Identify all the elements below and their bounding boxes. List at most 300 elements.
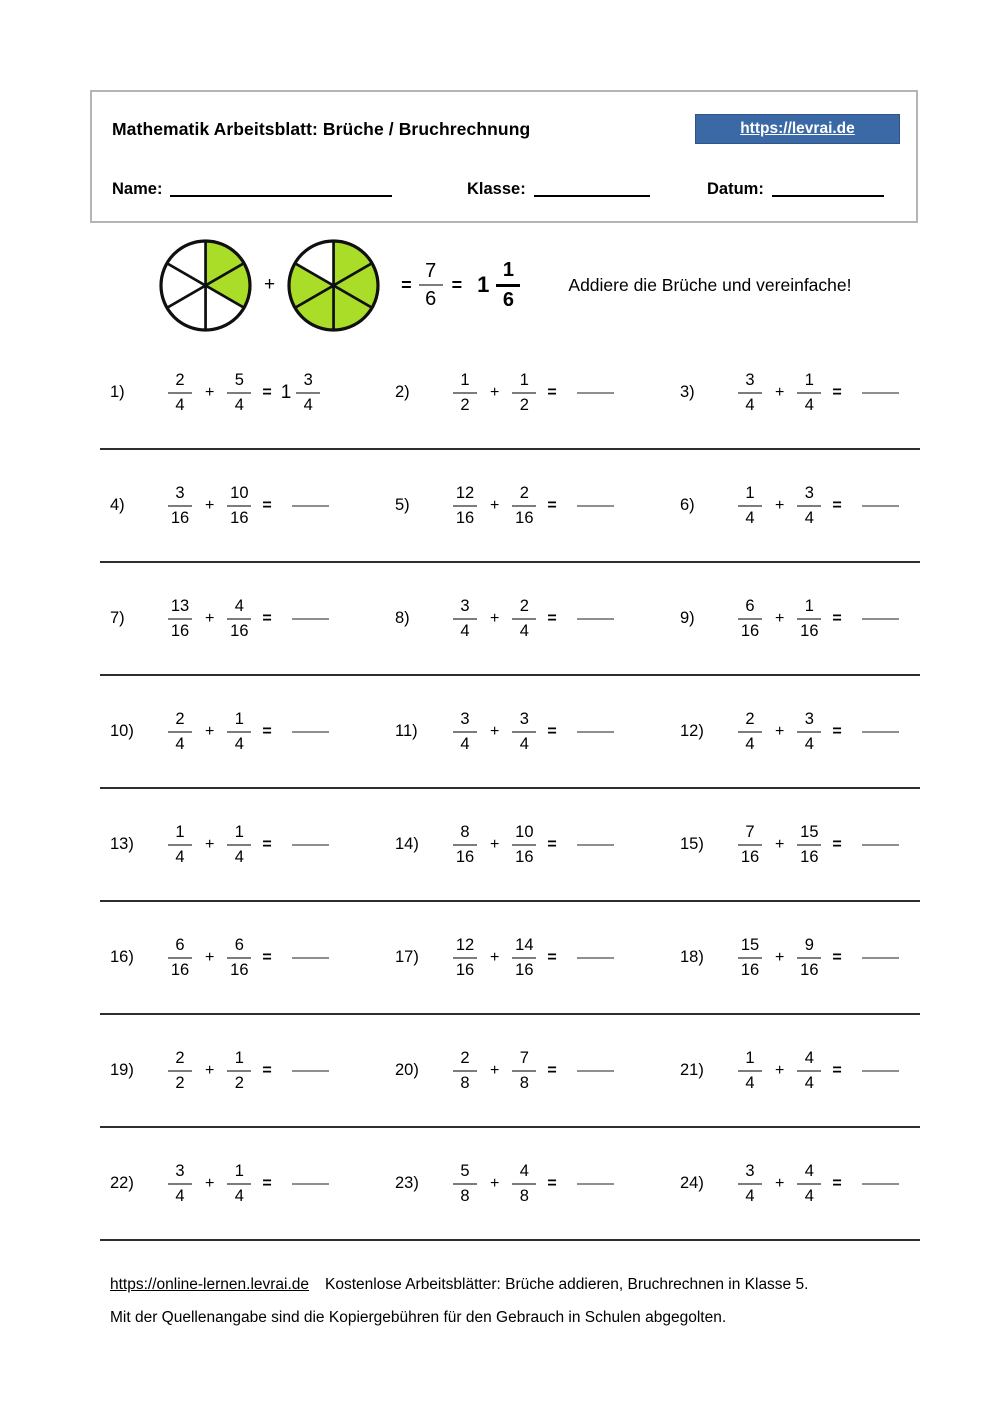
fraction-denominator: 4 bbox=[804, 1073, 814, 1092]
fraction-numerator: 10 bbox=[515, 823, 534, 842]
fraction bbox=[227, 936, 251, 979]
answer-blank-line bbox=[292, 1070, 329, 1072]
equals-sign: = bbox=[832, 1174, 842, 1192]
fraction bbox=[453, 597, 477, 640]
fraction bbox=[738, 484, 762, 527]
fraction bbox=[453, 1162, 477, 1205]
plus-operator: + bbox=[775, 835, 785, 853]
problem-row bbox=[100, 1015, 920, 1128]
fraction-denominator: 16 bbox=[455, 960, 475, 979]
datum-input-line bbox=[772, 195, 884, 197]
instruction-text: Addiere die Brüche und vereinfache! bbox=[568, 274, 852, 295]
fraction-bar bbox=[168, 618, 192, 620]
equals-sign: = bbox=[401, 274, 412, 295]
fraction bbox=[797, 597, 821, 640]
fraction-denominator: 16 bbox=[800, 847, 819, 866]
problem bbox=[385, 710, 670, 753]
fraction-numerator: 1 bbox=[234, 823, 244, 842]
fraction bbox=[738, 936, 762, 979]
plus-operator: + bbox=[775, 609, 785, 627]
equals-sign: = bbox=[547, 1174, 557, 1192]
fraction-denominator: 16 bbox=[170, 621, 190, 640]
fraction-bar bbox=[738, 392, 762, 394]
fraction bbox=[797, 484, 821, 527]
fraction-bar bbox=[797, 1070, 821, 1072]
equals-sign: = bbox=[547, 609, 557, 627]
problem bbox=[670, 823, 920, 866]
fraction-numerator: 1 bbox=[745, 1049, 755, 1068]
fraction bbox=[797, 936, 821, 979]
fraction bbox=[453, 371, 477, 414]
answer-blank-line bbox=[292, 844, 329, 846]
fraction bbox=[453, 484, 477, 527]
answer-blank-line bbox=[577, 618, 614, 620]
fraction bbox=[453, 710, 477, 753]
answer-blank-line bbox=[862, 392, 899, 394]
fraction bbox=[797, 371, 821, 414]
equals-sign: = bbox=[832, 835, 842, 853]
fraction bbox=[512, 823, 536, 866]
problem-number: 3) bbox=[680, 383, 695, 401]
equals-sign: = bbox=[547, 383, 557, 401]
datum-label: Datum: bbox=[707, 180, 764, 198]
example-answer-fraction: $\frac{1}{6}$ bbox=[496, 259, 520, 311]
fraction-numerator: 1 bbox=[519, 371, 529, 390]
problem-row bbox=[100, 1128, 920, 1241]
fraction-denominator: 4 bbox=[175, 395, 185, 414]
fraction-denominator: 16 bbox=[455, 508, 475, 527]
problem bbox=[100, 1162, 385, 1205]
fraction-denominator: 16 bbox=[515, 508, 534, 527]
equals-sign: = bbox=[262, 1061, 272, 1079]
fraction-denominator: 16 bbox=[170, 960, 190, 979]
fraction bbox=[797, 1162, 821, 1205]
problem bbox=[385, 371, 670, 414]
fraction bbox=[512, 371, 536, 414]
plus-operator: + bbox=[205, 609, 215, 627]
fraction-numerator: 15 bbox=[740, 936, 760, 955]
fraction-bar bbox=[227, 731, 251, 733]
fraction-bar bbox=[227, 957, 251, 959]
fraction-denominator: 16 bbox=[515, 847, 534, 866]
fraction-denominator: 4 bbox=[234, 395, 244, 414]
fraction-numerator: 1 bbox=[745, 484, 755, 503]
problem bbox=[385, 597, 670, 640]
problem-row bbox=[100, 789, 920, 902]
fraction bbox=[168, 1049, 192, 1092]
fraction-numerator: 4 bbox=[519, 1162, 529, 1181]
answer-blank-line bbox=[577, 844, 614, 846]
fraction-bar bbox=[512, 844, 536, 846]
problem-number: 5) bbox=[395, 496, 410, 514]
fraction-bar bbox=[168, 392, 192, 394]
fraction-numerator: 12 bbox=[455, 936, 475, 955]
example-section bbox=[100, 233, 852, 337]
fraction-bar bbox=[453, 1070, 477, 1072]
fraction-numerator: 1 bbox=[804, 371, 814, 390]
fraction-numerator: 5 bbox=[460, 1162, 470, 1181]
fraction-denominator: 4 bbox=[234, 734, 244, 753]
fraction-bar bbox=[227, 844, 251, 846]
fraction-numerator: 3 bbox=[460, 597, 470, 616]
fraction-denominator: 16 bbox=[515, 960, 534, 979]
fraction-denominator: 16 bbox=[740, 960, 760, 979]
fraction-denominator: 2 bbox=[175, 1073, 185, 1092]
plus-operator: + bbox=[775, 383, 785, 401]
plus-operator: + bbox=[490, 722, 500, 740]
fraction-bar bbox=[227, 1183, 251, 1185]
plus-operator: + bbox=[490, 609, 500, 627]
problem-row bbox=[100, 676, 920, 789]
fraction-denominator: 4 bbox=[234, 1186, 244, 1205]
plus-operator: + bbox=[775, 1174, 785, 1192]
problem-number: 21) bbox=[680, 1061, 704, 1079]
problem bbox=[670, 710, 920, 753]
fraction-bar bbox=[797, 844, 821, 846]
fraction bbox=[738, 710, 762, 753]
problem-row bbox=[100, 337, 920, 450]
name-input-line bbox=[170, 195, 392, 197]
fraction-numerator: 3 bbox=[745, 1162, 755, 1181]
problem bbox=[670, 936, 920, 979]
fraction-numerator: 6 bbox=[234, 936, 244, 955]
fraction-denominator: 4 bbox=[175, 1186, 185, 1205]
problem bbox=[100, 823, 385, 866]
equals-sign: = bbox=[547, 835, 557, 853]
example-fraction: $\frac{7}{6}$ bbox=[419, 260, 443, 311]
problem-number: 20) bbox=[395, 1061, 419, 1079]
fraction-bar bbox=[168, 957, 192, 959]
plus-operator: + bbox=[205, 1061, 215, 1079]
fraction bbox=[512, 936, 536, 979]
fraction-numerator: 8 bbox=[460, 823, 470, 842]
problem-number: 6) bbox=[680, 496, 695, 514]
problem bbox=[385, 936, 670, 979]
problem-number: 15) bbox=[680, 835, 704, 853]
equals-sign: = bbox=[547, 948, 557, 966]
equals-sign: = bbox=[832, 1061, 842, 1079]
problem-number: 7) bbox=[110, 609, 125, 627]
plus-icon: + bbox=[264, 274, 276, 295]
fraction-bar bbox=[453, 618, 477, 620]
problem-number: 2) bbox=[395, 383, 410, 401]
fraction-denominator: 16 bbox=[800, 621, 819, 640]
fraction-denominator: 4 bbox=[804, 734, 814, 753]
fraction-bar bbox=[738, 1183, 762, 1185]
plus-operator: + bbox=[775, 722, 785, 740]
fraction-numerator: 1 bbox=[234, 710, 244, 729]
answer-blank-line bbox=[862, 957, 899, 959]
fraction bbox=[168, 1162, 192, 1205]
fraction bbox=[738, 597, 762, 640]
problem-number: 9) bbox=[680, 609, 695, 627]
answer-blank-line bbox=[577, 957, 614, 959]
fraction-denominator: 4 bbox=[745, 1073, 755, 1092]
fraction bbox=[512, 597, 536, 640]
fraction-numerator: 4 bbox=[804, 1162, 814, 1181]
equals-sign: = bbox=[262, 722, 272, 740]
problem bbox=[100, 597, 385, 640]
fraction-denominator: 4 bbox=[804, 508, 814, 527]
problem-number: 18) bbox=[680, 948, 704, 966]
problem bbox=[385, 823, 670, 866]
fraction-denominator: 4 bbox=[804, 395, 814, 414]
fraction-denominator: 4 bbox=[519, 734, 529, 753]
fraction-denominator: 16 bbox=[230, 621, 249, 640]
plus-operator: + bbox=[205, 383, 215, 401]
equals-sign: = bbox=[547, 1061, 557, 1079]
problem-row bbox=[100, 902, 920, 1015]
answer-blank-line bbox=[862, 731, 899, 733]
fraction-denominator: 4 bbox=[745, 508, 755, 527]
fraction-bar bbox=[168, 1070, 192, 1072]
plus-operator: + bbox=[205, 722, 215, 740]
fraction-numerator: 3 bbox=[303, 371, 313, 390]
fraction-numerator: 3 bbox=[175, 1162, 185, 1181]
equals-sign: = bbox=[547, 722, 557, 740]
fraction bbox=[227, 484, 251, 527]
fraction bbox=[738, 1049, 762, 1092]
answer-blank-line bbox=[292, 957, 329, 959]
equals-sign: = bbox=[262, 1174, 272, 1192]
fraction-numerator: 7 bbox=[519, 1049, 529, 1068]
equals-sign: = bbox=[832, 383, 842, 401]
equals-sign: = bbox=[832, 609, 842, 627]
fraction-numerator: 2 bbox=[519, 597, 529, 616]
problem-number: 8) bbox=[395, 609, 410, 627]
fraction-numerator: 3 bbox=[804, 484, 814, 503]
fraction-bar bbox=[797, 1183, 821, 1185]
plus-operator: + bbox=[490, 1061, 500, 1079]
fraction bbox=[168, 371, 192, 414]
fraction-bar bbox=[738, 957, 762, 959]
fraction-numerator: 2 bbox=[175, 1049, 185, 1068]
fraction-numerator: 2 bbox=[745, 710, 755, 729]
fraction-bar bbox=[512, 392, 536, 394]
problem-number: 13) bbox=[110, 835, 134, 853]
fraction-numerator: 2 bbox=[519, 484, 529, 503]
fraction bbox=[738, 823, 762, 866]
header-box bbox=[90, 90, 918, 223]
equals-sign: = bbox=[451, 274, 463, 295]
fraction bbox=[168, 484, 192, 527]
fraction bbox=[227, 1049, 251, 1092]
footer-link[interactable]: https://online-lernen.levrai.de bbox=[110, 1276, 310, 1293]
problem bbox=[670, 1162, 920, 1205]
fraction-numerator: 6 bbox=[745, 597, 755, 616]
equals-sign: = bbox=[262, 835, 272, 853]
problem-number: 10) bbox=[110, 722, 134, 740]
fraction-numerator: 4 bbox=[234, 597, 244, 616]
problem-row bbox=[100, 450, 920, 563]
example-answer-whole: 1 bbox=[477, 272, 490, 297]
fraction-numerator: 1 bbox=[175, 823, 185, 842]
fraction bbox=[453, 936, 477, 979]
fraction bbox=[168, 823, 192, 866]
fraction-bar bbox=[168, 844, 192, 846]
answer-blank-line bbox=[862, 844, 899, 846]
fraction-bar bbox=[512, 731, 536, 733]
equals-sign: = bbox=[262, 948, 272, 966]
plus-operator: + bbox=[490, 383, 500, 401]
problem-number: 16) bbox=[110, 948, 134, 966]
fraction-numerator: 2 bbox=[175, 371, 185, 390]
fraction bbox=[512, 710, 536, 753]
problems-grid bbox=[100, 337, 920, 1241]
answer-blank-line bbox=[577, 505, 614, 507]
fraction-numerator: 3 bbox=[519, 710, 529, 729]
problem bbox=[100, 710, 385, 753]
problem bbox=[385, 1049, 670, 1092]
fraction-denominator: 4 bbox=[804, 1186, 814, 1205]
equals-sign: = bbox=[262, 496, 272, 514]
plus-operator: + bbox=[205, 496, 215, 514]
plus-operator: + bbox=[775, 948, 785, 966]
worksheet-title: Mathematik Arbeitsblatt: Brüche / Bruchrechnung bbox=[112, 118, 531, 139]
equals-sign: = bbox=[832, 722, 842, 740]
fraction-bar bbox=[512, 505, 536, 507]
equals-sign: = bbox=[547, 496, 557, 514]
fraction-denominator: 8 bbox=[519, 1186, 529, 1205]
fraction bbox=[797, 823, 821, 866]
fraction bbox=[227, 1162, 251, 1205]
plus-operator: + bbox=[490, 948, 500, 966]
fraction-denominator: 8 bbox=[460, 1073, 470, 1092]
fraction-numerator: 14 bbox=[515, 936, 534, 955]
plus-operator: + bbox=[775, 1061, 785, 1079]
fraction bbox=[512, 484, 536, 527]
fraction-bar bbox=[797, 618, 821, 620]
fraction-numerator: 9 bbox=[804, 936, 814, 955]
fraction-numerator: 3 bbox=[804, 710, 814, 729]
fraction-numerator: 1 bbox=[804, 597, 814, 616]
equals-sign: = bbox=[262, 383, 272, 401]
answer-blank-line bbox=[292, 731, 329, 733]
fraction bbox=[512, 1162, 536, 1205]
problem-number: 14) bbox=[395, 835, 419, 853]
fraction bbox=[227, 823, 251, 866]
fraction-numerator: 1 bbox=[234, 1162, 244, 1181]
footer-text-1: Kostenlose Arbeitsblätter: Brüche addieren, Bruchrechnen in Klasse 5. bbox=[325, 1276, 809, 1293]
fraction-bar bbox=[227, 505, 251, 507]
plus-operator: + bbox=[490, 1174, 500, 1192]
footer-text-2: Mit der Quellenangabe sind die Kopiergebühren für den Gebrauch in Schulen abgegolten. bbox=[110, 1309, 727, 1326]
answer-blank-line bbox=[577, 1070, 614, 1072]
problem bbox=[100, 371, 385, 414]
answer-blank-line bbox=[862, 618, 899, 620]
answer-whole-number: 1 bbox=[280, 381, 292, 403]
fraction-bar bbox=[168, 731, 192, 733]
pie-chart-2 bbox=[286, 238, 381, 333]
problem-number: 11) bbox=[395, 722, 418, 740]
problem bbox=[100, 1049, 385, 1092]
fraction-denominator: 4 bbox=[460, 621, 470, 640]
fraction-bar bbox=[797, 505, 821, 507]
fraction-bar bbox=[512, 618, 536, 620]
fraction-numerator: 10 bbox=[230, 484, 249, 503]
fraction-bar bbox=[738, 844, 762, 846]
fraction-bar bbox=[797, 392, 821, 394]
fraction-bar bbox=[227, 392, 251, 394]
fraction-denominator: 4 bbox=[745, 734, 755, 753]
fraction-denominator: 4 bbox=[460, 734, 470, 753]
klasse-label: Klasse: bbox=[467, 180, 526, 198]
problem-number: 1) bbox=[110, 383, 125, 401]
fraction-denominator: 8 bbox=[460, 1186, 470, 1205]
equals-sign: = bbox=[262, 609, 272, 627]
answer-blank-line bbox=[862, 1070, 899, 1072]
answer-blank-line bbox=[292, 618, 329, 620]
problem-row bbox=[100, 563, 920, 676]
fraction-bar bbox=[453, 844, 477, 846]
fraction-bar bbox=[453, 392, 477, 394]
levrai-link[interactable]: https://levrai.de bbox=[695, 114, 900, 144]
fraction-bar bbox=[797, 731, 821, 733]
problem-number: 19) bbox=[110, 1061, 134, 1079]
fraction-denominator: 16 bbox=[170, 508, 190, 527]
fraction-denominator: 16 bbox=[800, 960, 819, 979]
fraction-numerator: 3 bbox=[460, 710, 470, 729]
problem bbox=[670, 597, 920, 640]
answer-blank-line bbox=[292, 505, 329, 507]
fraction-bar bbox=[168, 1183, 192, 1185]
fraction bbox=[168, 936, 192, 979]
klasse-input-line bbox=[534, 195, 650, 197]
fraction-bar bbox=[512, 957, 536, 959]
fraction-bar bbox=[168, 505, 192, 507]
fraction-denominator: 2 bbox=[234, 1073, 244, 1092]
fraction-numerator: 1 bbox=[460, 371, 470, 390]
problem bbox=[385, 1162, 670, 1205]
plus-operator: + bbox=[775, 496, 785, 514]
fraction bbox=[168, 597, 192, 640]
fraction bbox=[797, 1049, 821, 1092]
fraction-bar bbox=[797, 957, 821, 959]
fraction-bar bbox=[453, 505, 477, 507]
plus-operator: + bbox=[490, 496, 500, 514]
problem bbox=[385, 484, 670, 527]
fraction-bar bbox=[512, 1183, 536, 1185]
fraction-denominator: 4 bbox=[745, 1186, 755, 1205]
fraction bbox=[227, 710, 251, 753]
fraction bbox=[512, 1049, 536, 1092]
fraction-denominator: 2 bbox=[460, 395, 470, 414]
fraction bbox=[738, 1162, 762, 1205]
fraction bbox=[453, 1049, 477, 1092]
footer bbox=[110, 1276, 922, 1327]
problem bbox=[670, 371, 920, 414]
fraction bbox=[453, 823, 477, 866]
problem-number: 22) bbox=[110, 1174, 134, 1192]
problem-number: 12) bbox=[680, 722, 704, 740]
fraction-bar bbox=[453, 957, 477, 959]
fraction-denominator: 4 bbox=[303, 395, 313, 414]
equals-sign: = bbox=[832, 948, 842, 966]
fraction-bar bbox=[738, 505, 762, 507]
fraction-numerator: 12 bbox=[455, 484, 475, 503]
plus-operator: + bbox=[205, 948, 215, 966]
answer-blank-line bbox=[577, 1183, 614, 1185]
problem bbox=[670, 484, 920, 527]
name-label: Name: bbox=[112, 180, 163, 198]
problem-number: 23) bbox=[395, 1174, 419, 1192]
fraction-numerator: 1 bbox=[234, 1049, 244, 1068]
answer-blank-line bbox=[577, 392, 614, 394]
fraction-numerator: 7 bbox=[745, 823, 755, 842]
fraction-numerator: 5 bbox=[234, 371, 244, 390]
fraction-numerator: 13 bbox=[170, 597, 190, 616]
problem-number: 17) bbox=[395, 948, 419, 966]
